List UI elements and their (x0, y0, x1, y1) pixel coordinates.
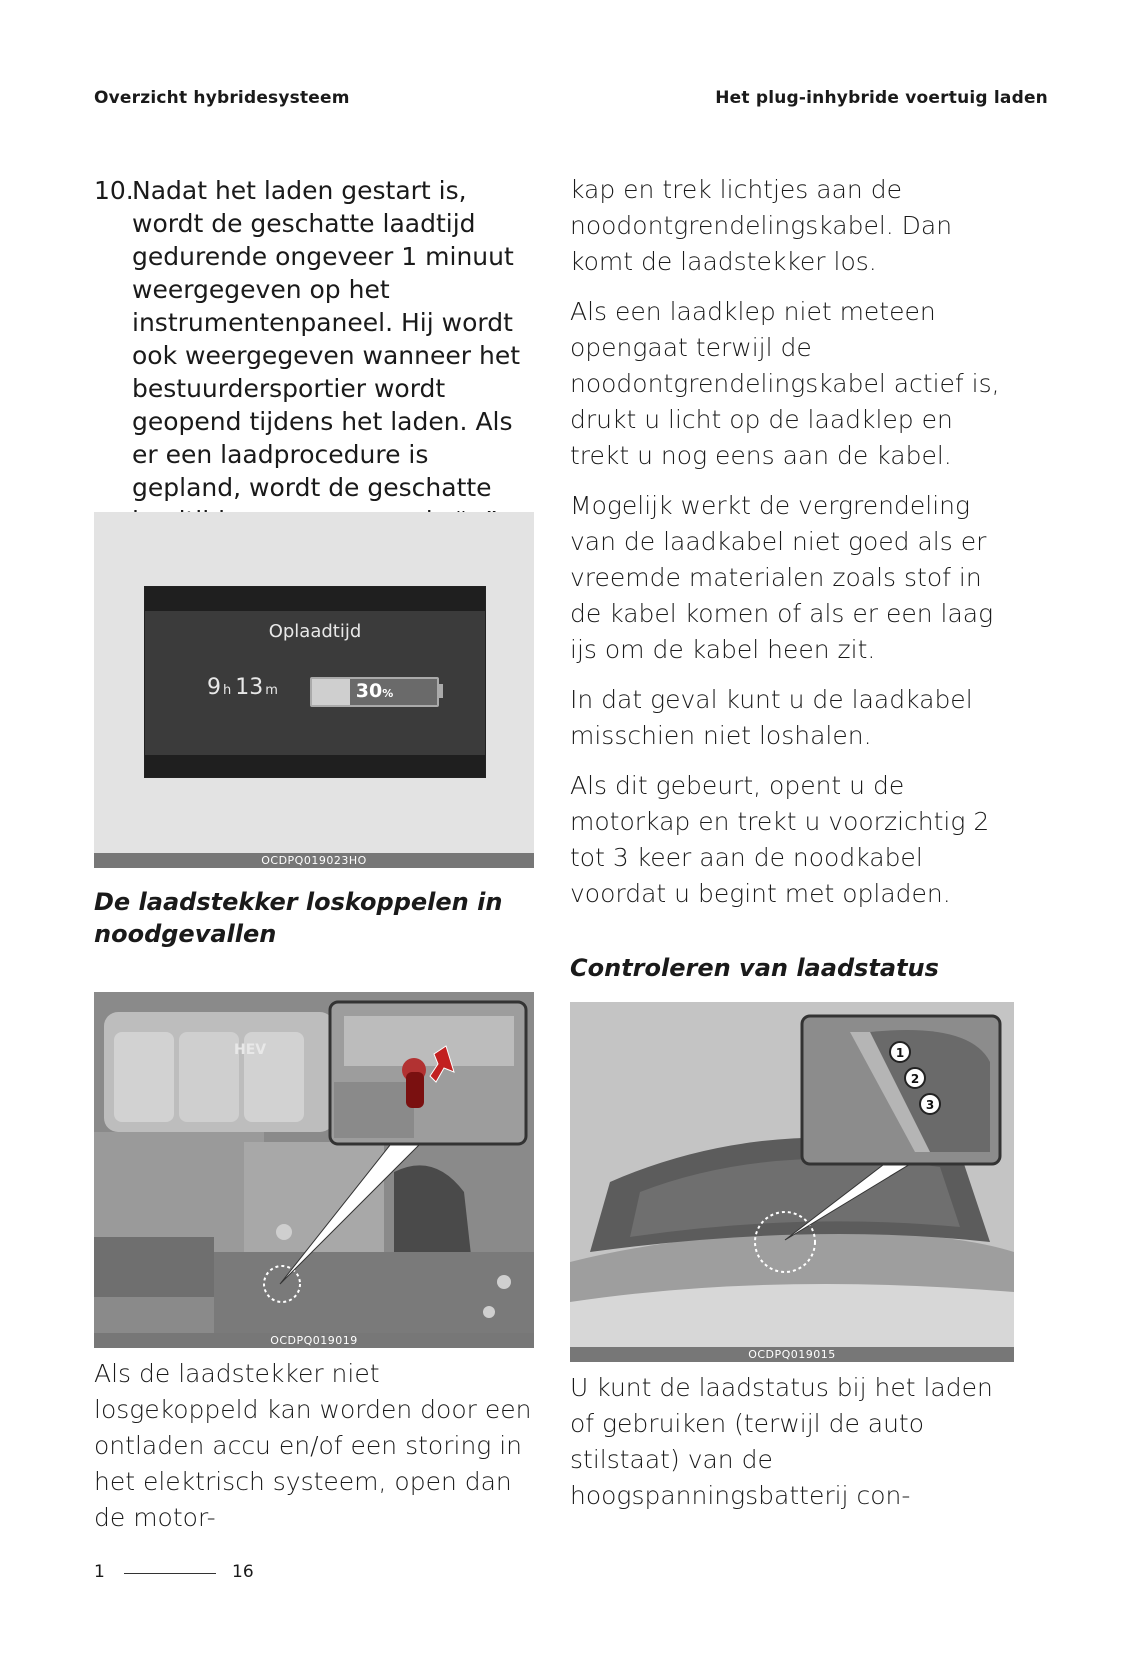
indicator-label-1: 1 (895, 1046, 905, 1060)
display-title: Oplaadtijd (268, 621, 362, 642)
time-hours-unit: h (223, 683, 232, 698)
charge-time-readout (207, 675, 278, 700)
list-number: 10. (94, 176, 134, 205)
paragraph-flap-not-open: Als een laadklep niet meteen opengaat terwijl de noodontgrendelingskabel actief is, drukt u licht op de laadklep en trekt u nog eens aan de kabel. (570, 297, 1000, 470)
time-minutes: 13 (235, 675, 264, 700)
battery-gauge (310, 677, 439, 707)
paragraph-charge-status-intro: U kunt de laadstatus bij het laden of gebruiken (terwijl de auto stilstaat) van de hoogspanningsbatterij con- (570, 1373, 993, 1510)
list-text: Nadat het laden gestart is, wordt de geschatte laadtijd gedurende ongeveer 1 minuut weergegeven op het instrumentenpaneel. Hij wordt ook weergegeven wanneer het bestuurdersportier wordt geopend tijdens het laden. Als er een laadprocedure is gepland, wordt de geschatte (132, 176, 521, 502)
time-minutes-unit: m (265, 683, 278, 698)
figure-engine-bay (94, 992, 534, 1348)
engine-label: HEV (234, 1042, 267, 1058)
running-header-right: Het plug-inhybride voertuig laden (715, 88, 1048, 108)
indicator-label-3: 3 (925, 1098, 935, 1112)
list-item-10 (94, 174, 534, 537)
battery-percent-label: 30% (355, 680, 394, 702)
right-column-text (570, 172, 1014, 912)
paragraph-pull-cable: Als dit gebeurt, opent u de motorkap en trekt u voorzichtig 2 tot 3 keer aan de noodkabel voordat u begint met opladen. (570, 771, 990, 908)
time-hours: 9 (207, 675, 221, 700)
running-header-left: Overzicht hybridesysteem (94, 88, 350, 108)
figure-windshield-indicator (570, 1002, 1014, 1362)
section-heading-emergency-release: De laadstekker loskoppelen in noodgevallen (94, 888, 503, 948)
indicator-label-2: 2 (910, 1072, 920, 1086)
paragraph-release-cable: kap en trek lichtjes aan de noodontgrendelingskabel. Dan komt de laadstekker los. (570, 175, 953, 276)
figure-charging-time-display (94, 512, 534, 868)
display-bottom-band (145, 755, 485, 777)
figure-code: OCDPQ019015 (570, 1347, 1014, 1362)
footer-chapter-number: 1 (94, 1562, 105, 1582)
windshield-illustration (570, 1002, 1014, 1347)
footer-rule (124, 1573, 216, 1574)
battery-terminal (438, 684, 443, 698)
section-heading-charge-status: Controleren van laadstatus (570, 954, 939, 982)
engine-bay-illustration (94, 992, 534, 1333)
figure-code: OCDPQ019023HO (94, 853, 534, 868)
paragraph-lock-foreign-material: Mogelijk werkt de vergrendeling van de laadkabel niet goed als er vreemde materialen zoals stof in de kabel komen of als er een laag ijs om de kabel heen zit. (570, 491, 994, 664)
figure-code: OCDPQ019019 (94, 1333, 534, 1348)
footer-page-number: 16 (232, 1562, 254, 1582)
paragraph-emergency-intro: Als de laadstekker niet losgekoppeld kan worden door een ontladen accu en/of een storing in het elektrisch systeem, open dan de motor- (94, 1359, 532, 1532)
display-top-band (145, 587, 485, 611)
display-screen (144, 586, 486, 778)
paragraph-cannot-remove: In dat geval kunt u de laadkabel misschien niet loshalen. (570, 685, 973, 750)
